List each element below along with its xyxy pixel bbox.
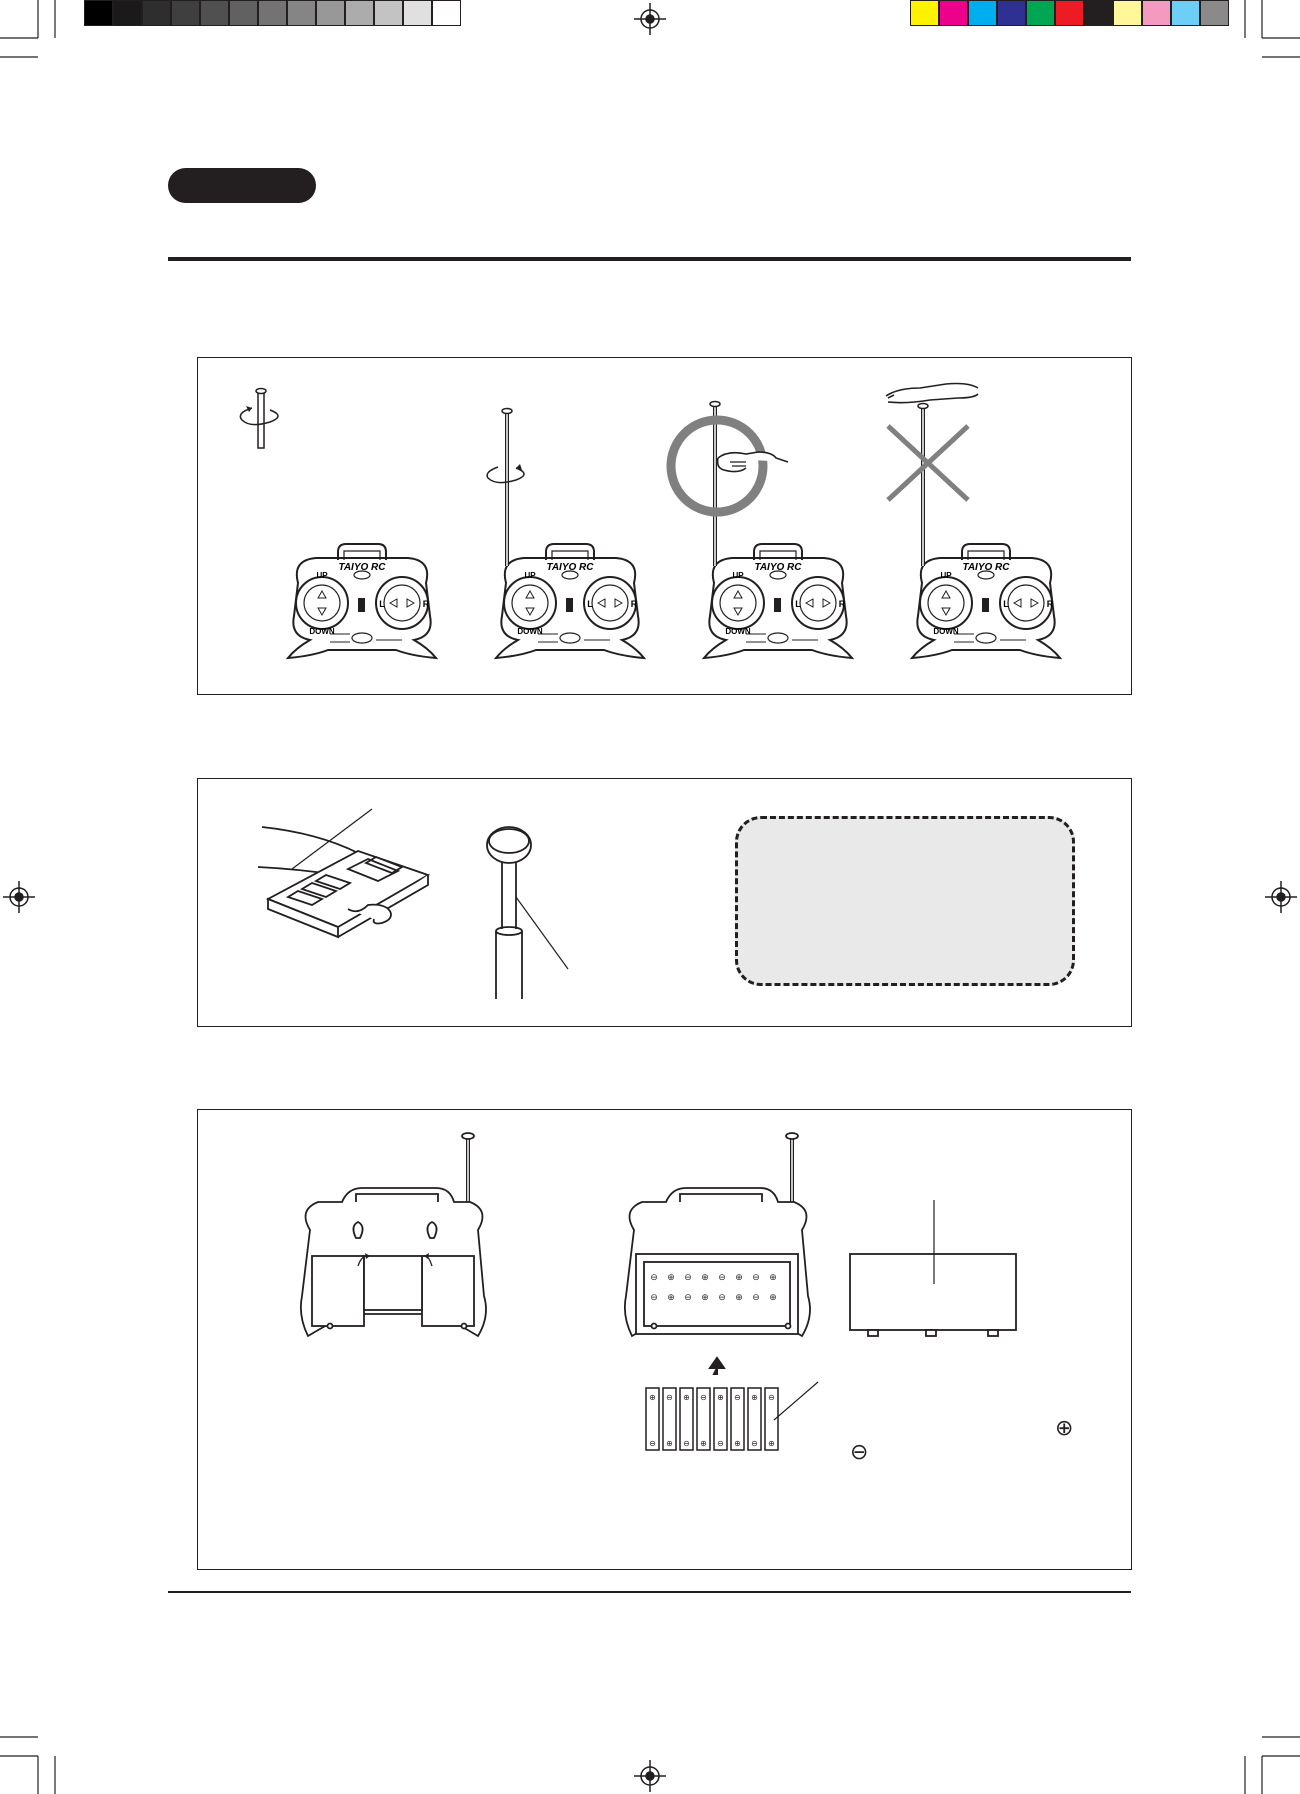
antenna-retracted [258,392,264,448]
right-label: R [1046,599,1054,609]
terminal-symbol: ⊕ [769,1272,777,1282]
antenna-steps-panel [197,357,1132,695]
battery-polarity-bottom: ⊕ [734,1439,741,1448]
battery-polarity-top: ⊖ [768,1393,775,1402]
battery-polarity-top: ⊕ [683,1393,690,1402]
minus-terminal-symbol: ⊖ [850,1440,869,1465]
down-label: DOWN [517,627,543,636]
terminal-symbol: ⊕ [769,1292,777,1302]
up-label: UP [940,571,952,580]
hand-icon [718,452,788,472]
battery-box [850,1254,1016,1336]
brand-label: TAIYO RC [754,562,802,573]
battery-polarity-top: ⊕ [751,1393,758,1402]
brand-label: TAIYO RC [546,562,594,573]
battery-polarity-bottom: ⊖ [751,1439,758,1448]
plus-terminal-symbol: ⊕ [1055,1416,1074,1441]
antenna-tip-illustration [487,827,531,999]
up-label: UP [316,571,328,580]
battery-polarity-top: ⊖ [734,1393,741,1402]
right-label: R [422,599,430,609]
terminal-symbol: ⊕ [667,1272,675,1282]
down-label: DOWN [725,627,751,636]
leader-line [774,1382,818,1420]
left-label: L [379,599,385,609]
battery-polarity-bottom: ⊕ [666,1439,673,1448]
footer-rule [168,1591,1131,1593]
terminal-symbol: ⊖ [684,1272,692,1282]
battery-install-panel [197,1109,1132,1570]
hand-icon [886,384,978,403]
up-label: UP [732,571,744,580]
transmitter-back-with-cover [301,1133,486,1336]
header-rule [168,257,1131,261]
terminal-symbol: ⊖ [718,1272,726,1282]
terminal-symbol: ⊕ [701,1272,709,1282]
battery-polarity-bottom: ⊖ [649,1439,656,1448]
terminal-symbol: ⊖ [684,1292,692,1302]
note-box [735,816,1075,986]
terminal-symbol: ⊖ [650,1272,658,1282]
finger-card-illustration [258,827,428,937]
left-label: L [1003,599,1009,609]
cross-ng-icon [888,426,968,500]
brand-label: TAIYO RC [338,562,386,573]
terminal-symbol: ⊖ [752,1292,760,1302]
terminal-symbol: ⊕ [735,1292,743,1302]
battery-polarity-top: ⊖ [666,1393,673,1402]
leader-line [516,897,568,969]
up-label: UP [524,571,536,580]
arrow-up-icon [710,1358,724,1374]
brand-label: TAIYO RC [962,562,1010,573]
battery-polarity-top: ⊕ [649,1393,656,1402]
aa-batteries [646,1388,778,1450]
terminal-symbol: ⊖ [718,1292,726,1302]
down-label: DOWN [933,627,959,636]
terminal-symbol: ⊖ [752,1272,760,1282]
down-label: DOWN [309,627,335,636]
section-tab-pill [168,168,316,203]
left-label: L [587,599,593,609]
battery-polarity-top: ⊕ [717,1393,724,1402]
right-label: R [630,599,638,609]
terminal-symbol: ⊕ [735,1272,743,1282]
right-label: R [838,599,846,609]
terminal-symbol: ⊖ [650,1292,658,1302]
battery-polarity-bottom: ⊕ [768,1439,775,1448]
terminal-symbol: ⊕ [667,1292,675,1302]
transmitter-battery-compartment [625,1133,810,1336]
left-label: L [795,599,801,609]
battery-polarity-bottom: ⊖ [683,1439,690,1448]
battery-polarity-top: ⊖ [700,1393,707,1402]
terminal-symbol: ⊕ [701,1292,709,1302]
battery-polarity-bottom: ⊖ [717,1439,724,1448]
battery-polarity-bottom: ⊕ [700,1439,707,1448]
